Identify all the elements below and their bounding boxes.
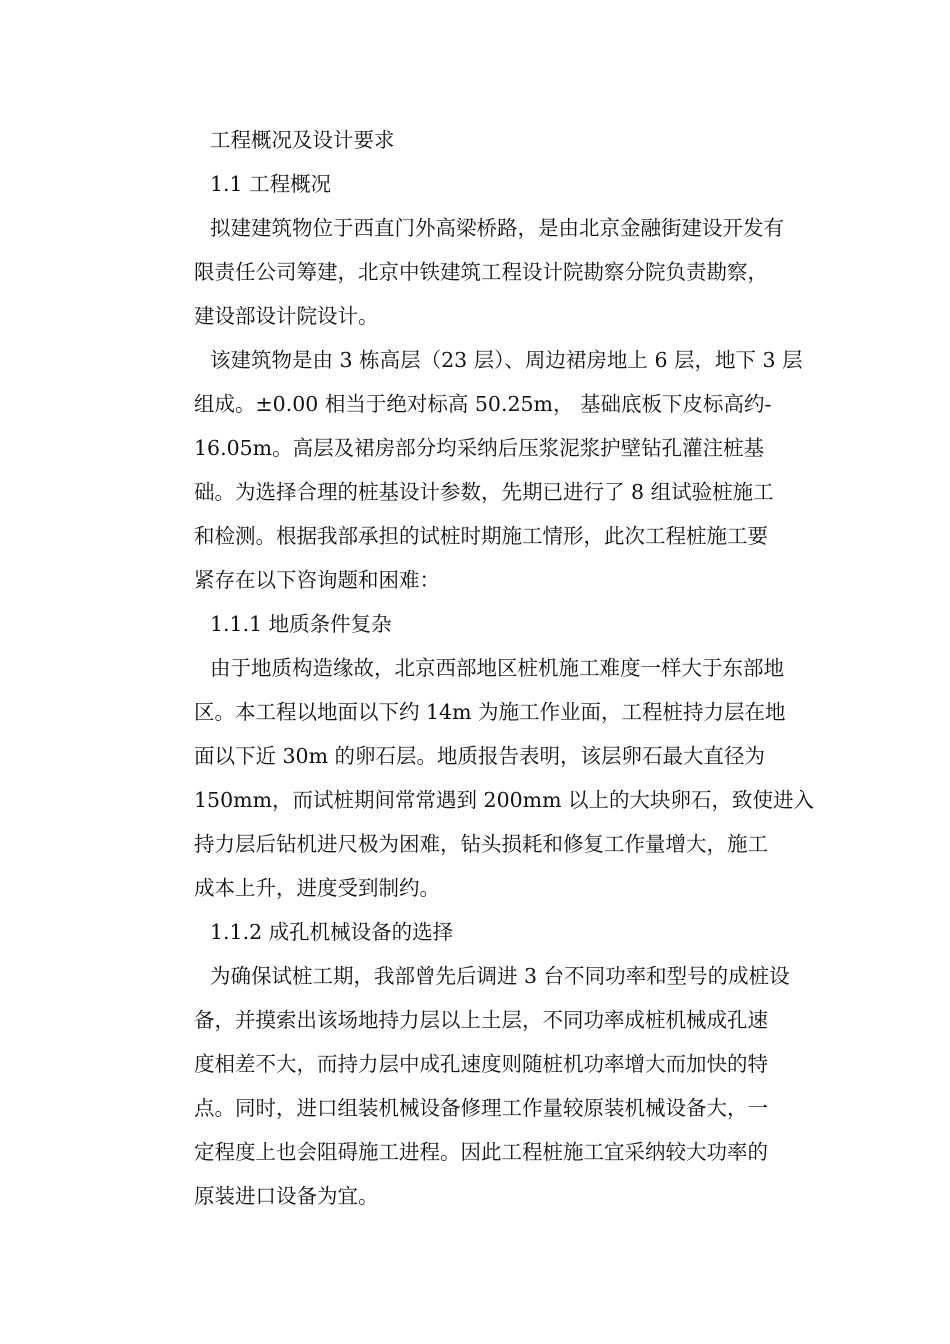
paragraph-building-description: [194, 338, 844, 602]
paragraph-line: 成本上升，进度受到制约。: [194, 876, 440, 900]
paragraph-equipment: [194, 954, 844, 1218]
paragraph-line: 定程度上也会阻碍施工进程。因此工程桩施工宜采纳较大功率的: [194, 1140, 768, 1164]
document-title: 工程概况及设计要求: [210, 128, 395, 152]
paragraph-line: 该建筑物是由 3 栋高层（23 层）、周边裙房地上 6 层，地下 3 层: [210, 348, 803, 372]
paragraph-line: 16.05m。高层及裙房部分均采纳后压浆泥浆护壁钻孔灌注桩基: [194, 436, 765, 460]
paragraph-line: 础。为选择合理的桩基设计参数，先期已进行了 8 组试验桩施工: [194, 480, 774, 504]
paragraph-line: 限责任公司筹建，北京中铁建筑工程设计院勘察分院负责勘察，: [194, 260, 768, 284]
paragraph-line: 为确保试桩工期，我部曾先后调进 3 台不同功率和型号的成桩设: [210, 964, 790, 988]
paragraph-line: 紧存在以下咨询题和困难：: [194, 568, 440, 592]
paragraph-line: 点。同时，进口组装机械设备修理工作量较原装机械设备大，一: [194, 1096, 768, 1120]
paragraph-line: 原装进口设备为宜。: [194, 1184, 379, 1208]
document-body: [194, 118, 844, 1218]
paragraph-line: 备，并摸索出该场地持力层以上土层，不同功率成桩机械成孔速: [194, 1008, 768, 1032]
paragraph-line: 度相差不大，而持力层中成孔速度则随桩机功率增大而加快的特: [194, 1052, 768, 1076]
section-heading-1-1-1: 1.1.1 地质条件复杂: [210, 612, 392, 636]
paragraph-line: 由于地质构造缘故，北京西部地区桩机施工难度一样大于东部地: [210, 656, 784, 680]
paragraph-line: 组成。±0.00 相当于绝对标高 50.25m， 基础底板下皮标高约-: [194, 392, 772, 416]
paragraph-geology: [194, 646, 844, 910]
paragraph-line: 面以下近 30m 的卵石层。地质报告表明，该层卵石最大直径为: [194, 744, 766, 768]
paragraph-line: 区。本工程以地面以下约 14m 为施工作业面，工程桩持力层在地: [194, 700, 786, 724]
paragraph-line: 150mm，而试桩期间常常遇到 200mm 以上的大块卵石，致使进入: [194, 788, 815, 812]
paragraph-line: 拟建建筑物位于西直门外高梁桥路，是由北京金融街建设开发有: [210, 216, 784, 240]
section-heading-1-1-2: 1.1.2 成孔机械设备的选择: [210, 920, 454, 944]
paragraph-line: 和检测。根据我部承担的试桩时期施工情形，此次工程桩施工要: [194, 524, 768, 548]
section-heading-1-1: 1.1 工程概况: [210, 172, 332, 196]
paragraph-line: 建设部设计院设计。: [194, 304, 379, 328]
paragraph-project-location: [194, 206, 844, 338]
paragraph-line: 持力层后钻机进尺极为困难，钻头损耗和修复工作量增大，施工: [194, 832, 768, 856]
